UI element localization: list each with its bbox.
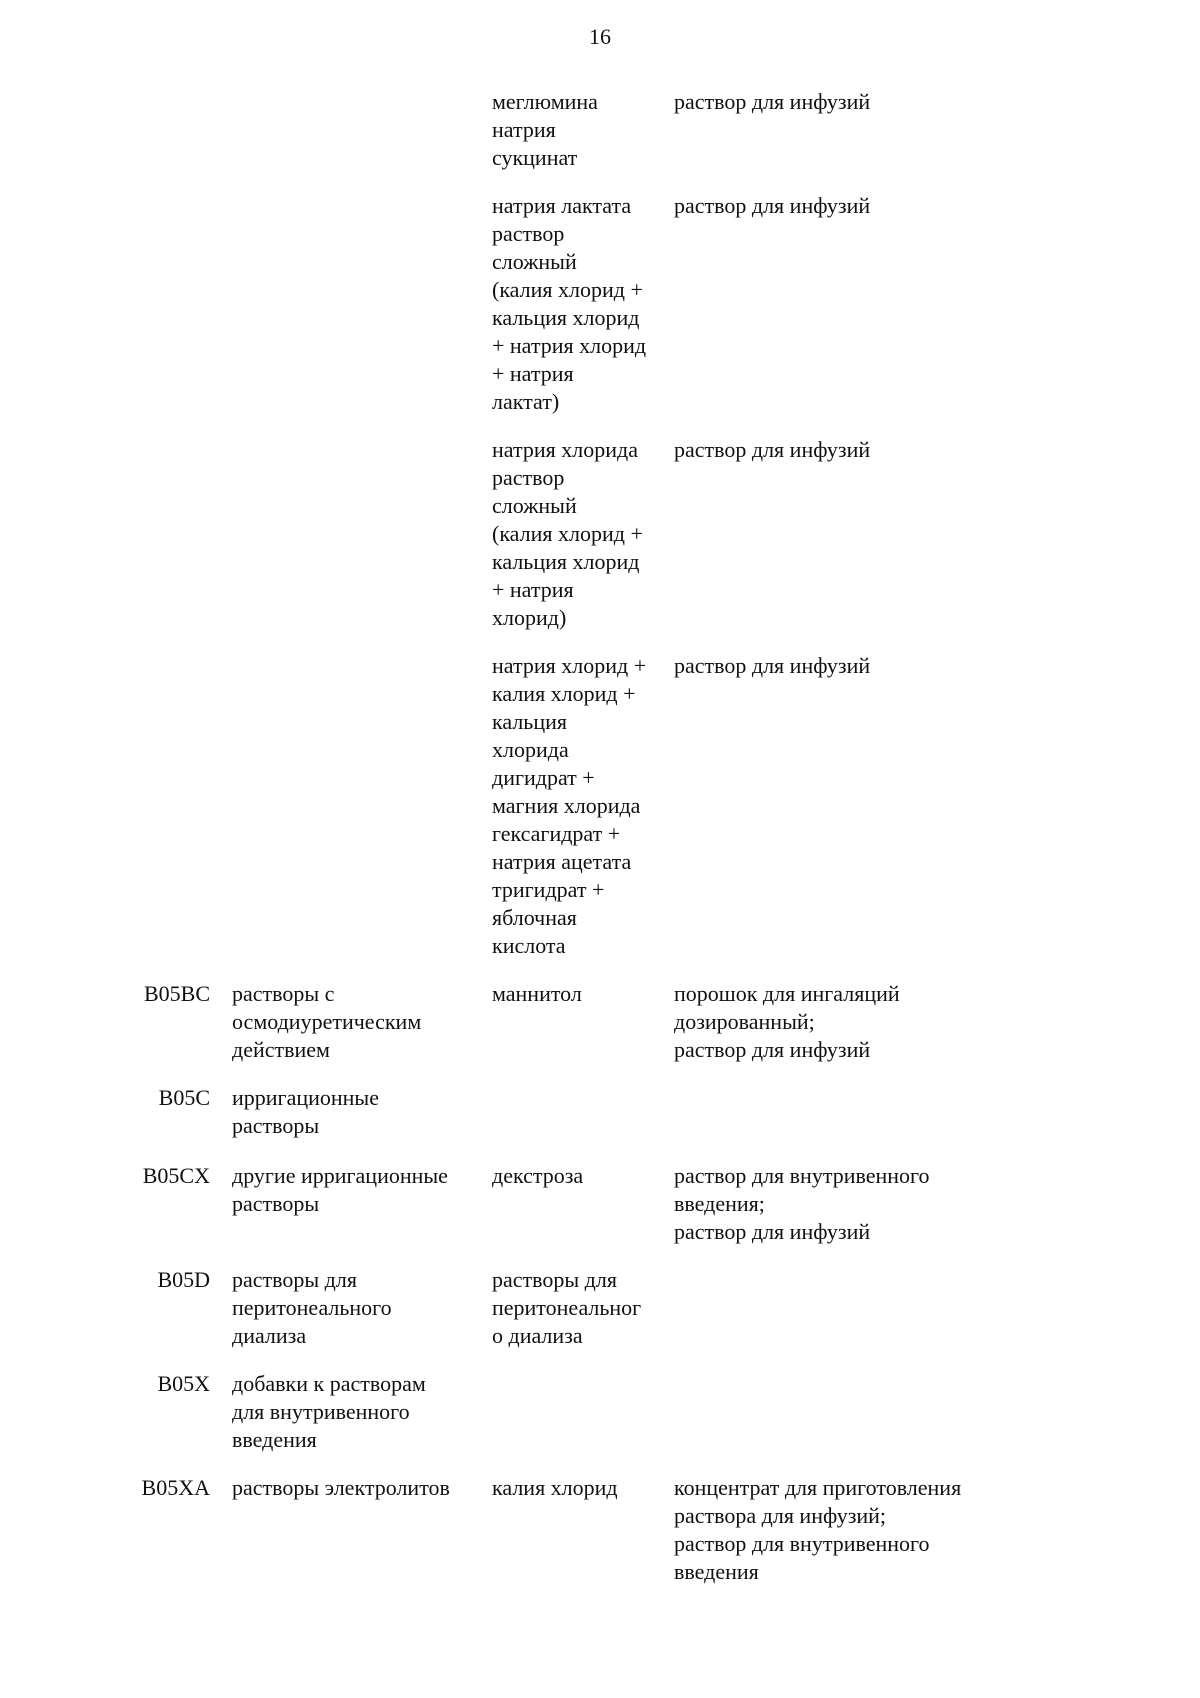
- dosage-form-cell: концентрат для приготовления раствора для инфузий; раствор для внутривенного введения: [674, 1475, 962, 1584]
- dosage-form-cell: порошок для ингаляций дозированный; раствор для инфузий: [674, 981, 900, 1062]
- atc-code-cell: B05D: [157, 1267, 210, 1292]
- inn-cell: натрия хлорид + калия хлорид + кальция хлорида дигидрат + магния хлорида гексагидрат + натрия ацетата тригидрат + яблочная кислота: [492, 653, 647, 958]
- inn-cell: меглюмина натрия сукцинат: [492, 89, 598, 170]
- dosage-form-cell: раствор для инфузий: [674, 437, 871, 462]
- inn-cell: маннитол: [492, 981, 582, 1006]
- atc-code-cell: B05X: [157, 1371, 210, 1396]
- atc-code-cell: B05XA: [141, 1475, 210, 1500]
- dosage-form-cell: раствор для инфузий: [674, 193, 871, 218]
- group-cell: растворы для перитонеального диализа: [232, 1267, 392, 1348]
- inn-cell: калия хлорид: [492, 1475, 618, 1500]
- inn-cell: декстроза: [492, 1163, 584, 1188]
- group-cell: другие ирригационные растворы: [232, 1163, 448, 1216]
- group-cell: растворы электролитов: [232, 1475, 450, 1500]
- group-cell: ирригационные растворы: [232, 1085, 379, 1138]
- inn-cell: натрия лактата раствор сложный (калия хлорид + кальция хлорид + натрия хлорид + натрия лактат): [492, 193, 647, 414]
- inn-cell: натрия хлорида раствор сложный (калия хлорид + кальция хлорид + натрия хлорид): [492, 437, 643, 630]
- inn-cell: растворы для перитонеальног о диализа: [492, 1267, 642, 1348]
- dosage-form-cell: раствор для инфузий: [674, 653, 871, 678]
- group-cell: добавки к растворам для внутривенного введения: [232, 1371, 426, 1452]
- dosage-form-cell: раствор для инфузий: [674, 89, 871, 114]
- atc-code-cell: B05CX: [142, 1163, 210, 1188]
- atc-code-cell: B05C: [158, 1085, 210, 1110]
- dosage-form-cell: раствор для внутривенного введения; раствор для инфузий: [674, 1163, 930, 1244]
- page-number: 16: [589, 24, 611, 49]
- group-cell: растворы с осмодиуретическим действием: [232, 981, 422, 1062]
- atc-code-cell: B05BC: [143, 981, 210, 1006]
